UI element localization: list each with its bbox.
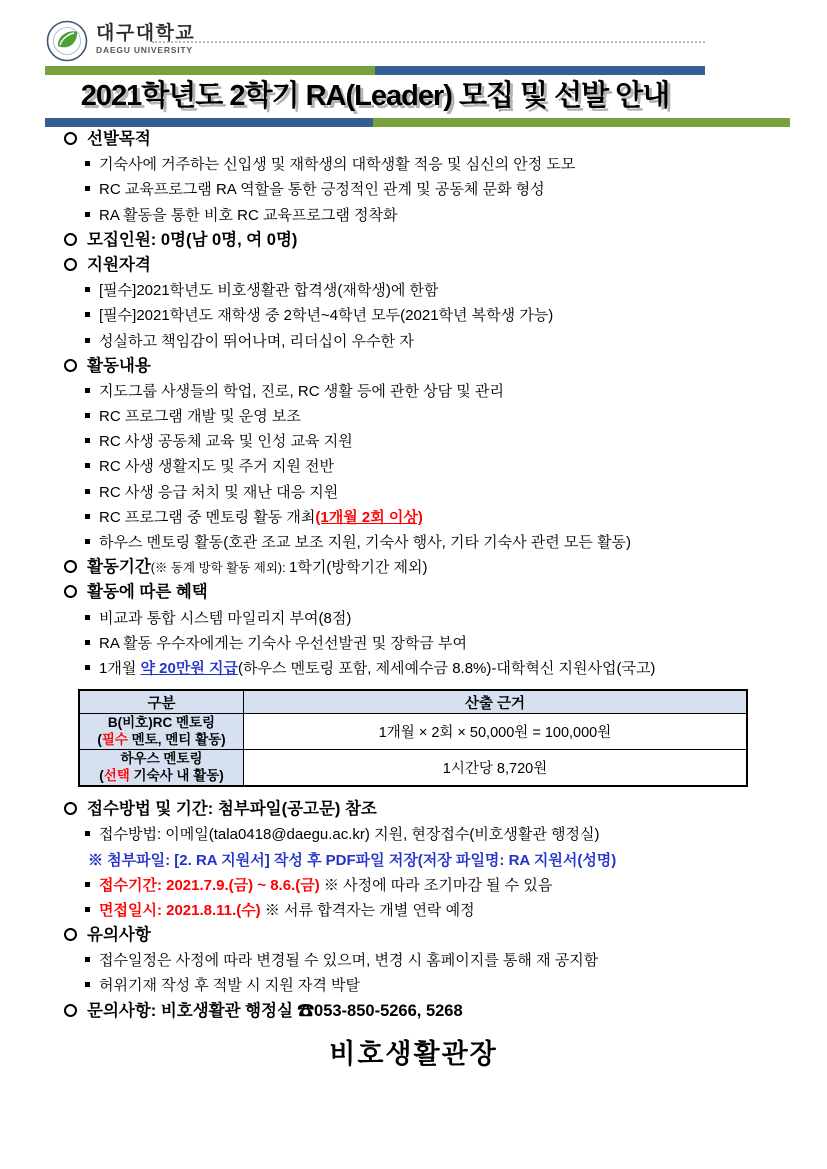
bullet-item: [필수]2021학년도 비호생활관 합격생(재학생)에 한함 [85, 278, 827, 303]
university-name: 대구대학교 [96, 23, 196, 44]
university-name-en: DAEGU UNIVERSITY [96, 45, 193, 55]
circle-bullet-icon [64, 560, 77, 573]
bullet-item: 하우스 멘토링 활동(호관 조교 보조 지원, 기숙사 행사, 기타 기숙사 관련 모든 활동) [85, 530, 827, 555]
header-bar-top [45, 66, 705, 75]
square-bullet-icon [85, 413, 90, 418]
square-bullet-icon [85, 640, 90, 645]
pay-amount-highlight: 약 20만원 지급 [140, 659, 238, 677]
bullet-item: RC 사생 생활지도 및 주거 지원 전반 [85, 454, 827, 479]
square-bullet-icon [85, 438, 90, 443]
bullet-item: RA 활동 우수자에게는 기숙사 우선선발권 및 장학금 부여 [85, 631, 827, 656]
bullet-item: RC 사생 응급 처치 및 재난 대응 지원 [85, 480, 827, 505]
bullet-item: 접수방법: 이메일(tala0418@daegu.ac.kr) 지원, 현장접수(비호생활관 행정실) [85, 822, 827, 847]
square-bullet-icon [85, 463, 90, 468]
attachment-note: ※ 첨부파일: [2. RA 지원서] 작성 후 PDF파일 저장(저장 파일명: RA 지원서(성명) [88, 851, 617, 869]
circle-bullet-icon [64, 1004, 77, 1017]
circle-bullet-icon [64, 802, 77, 815]
pay-table-value-house: 1시간당 8,720원 [244, 750, 748, 787]
bullet-item: RC 교육프로그램 RA 역할을 통한 긍정적인 관계 및 공동체 문화 형성 [85, 177, 827, 202]
bullet-item-application-period: 접수기간: 2021.7.9.(금) ~ 8.6.(금) ※ 사정에 따라 조기마감 될 수 있음 [85, 873, 827, 898]
table-row [79, 714, 747, 750]
bullet-item: RC 사생 공동체 교육 및 인성 교육 지원 [85, 429, 827, 454]
bullet-item: 기숙사에 거주하는 신입생 및 재학생의 대학생활 적응 및 심신의 안정 도모 [85, 152, 827, 177]
university-logo-icon [46, 20, 88, 62]
interview-date-highlight: 면접일시: 2021.8.11.(수) [99, 901, 261, 919]
optional-highlight: 선택 [103, 767, 130, 783]
document-body [0, 127, 827, 1024]
bullet-item: RC 프로그램 개발 및 운영 보조 [85, 404, 827, 429]
square-bullet-icon [85, 312, 90, 317]
bullet-item: 접수일정은 사정에 따라 변경될 수 있으며, 변경 시 홈페이지를 통해 재 공지함 [85, 948, 827, 973]
pay-table [78, 689, 748, 787]
square-bullet-icon [85, 489, 90, 494]
circle-bullet-icon [64, 928, 77, 941]
bullet-item: 성실하고 책임감이 뛰어나며, 리더십이 우수한 자 [85, 329, 827, 354]
square-bullet-icon [85, 831, 90, 836]
pay-table-value-rc: 1개월 × 2회 × 50,000원 = 100,000원 [244, 714, 748, 750]
square-bullet-icon [85, 338, 90, 343]
section-heading-contact: 문의사항: 비호생활관 행정실 ☎053-850-5266, 5268 [64, 999, 827, 1024]
bullet-item: 허위기재 작성 후 적발 시 지원 자격 박탈 [85, 973, 827, 998]
bullet-item-pay: 1개월 약 20만원 지급(하우스 멘토링 포함, 제세예수금 8.8%)-대학혁신 지원사업(국고) [85, 656, 827, 681]
required-highlight: 필수 [101, 731, 128, 747]
bullet-item: [필수]2021학년도 재학생 중 2학년~4학년 모두(2021학년 복학생 가능) [85, 303, 827, 328]
square-bullet-icon [85, 615, 90, 620]
bullet-item-mentoring: RC 프로그램 중 멘토링 활동 개최(1개월 2회 이상) [85, 505, 827, 530]
circle-bullet-icon [64, 258, 77, 271]
square-bullet-icon [85, 882, 90, 887]
square-bullet-icon [85, 212, 90, 217]
square-bullet-icon [85, 665, 90, 670]
section-heading-purpose: 선발목적 [64, 127, 827, 152]
square-bullet-icon [85, 161, 90, 166]
pay-table-header-row [79, 690, 747, 714]
bullet-item: RA 활동을 통한 비호 RC 교육프로그램 정착화 [85, 203, 827, 228]
square-bullet-icon [85, 539, 90, 544]
section-heading-application: 접수방법 및 기간: 첨부파일(공고문) 참조 [64, 797, 827, 822]
bullet-item: 지도그룹 사생들의 학업, 진로, RC 생활 등에 관한 상담 및 관리 [85, 379, 827, 404]
mentoring-frequency-highlight: (1개월 2회 이상) [315, 508, 423, 526]
section-heading-qualification: 지원자격 [64, 253, 827, 278]
square-bullet-icon [85, 514, 90, 519]
pay-table-label-house: 하우스 멘토링 (선택 기숙사 내 활동) [79, 750, 244, 787]
section-heading-period: 활동기간(※ 동계 방학 활동 제외): 1학기(방학기간 제외) [64, 555, 827, 580]
page-title: 2021학년도 2학기 RA(Leader) 모집 및 선발 안내 [80, 80, 670, 112]
square-bullet-icon [85, 388, 90, 393]
header-dotted-line [152, 41, 705, 43]
circle-bullet-icon [64, 233, 77, 246]
university-name-block [96, 20, 195, 55]
table-row [79, 750, 747, 787]
signature: 비호생활관장 [329, 1039, 498, 1069]
square-bullet-icon [85, 186, 90, 191]
section-heading-cautions: 유의사항 [64, 923, 827, 948]
square-bullet-icon [85, 957, 90, 962]
circle-bullet-icon [64, 359, 77, 372]
square-bullet-icon [85, 982, 90, 987]
pay-table-header-category: 구분 [79, 690, 244, 714]
pay-table-label-rc: B(비호)RC 멘토링 (필수 멘토, 멘티 활동) [79, 714, 244, 750]
circle-bullet-icon [64, 585, 77, 598]
application-period-highlight: 접수기간: 2021.7.9.(금) ~ 8.6.(금) [99, 876, 320, 894]
square-bullet-icon [85, 907, 90, 912]
bullet-item: 비교과 통합 시스템 마일리지 부여(8점) [85, 606, 827, 631]
pay-table-header-basis: 산출 근거 [244, 690, 748, 714]
circle-bullet-icon [64, 132, 77, 145]
section-heading-activities: 활동내용 [64, 354, 827, 379]
square-bullet-icon [85, 287, 90, 292]
header-bar-bottom [45, 118, 790, 127]
section-heading-benefits: 활동에 따른 혜택 [64, 580, 827, 605]
bullet-item-interview-date: 면접일시: 2021.8.11.(수) ※ 서류 합격자는 개별 연락 예정 [85, 898, 827, 923]
section-heading-recruit-count: 모집인원: 0명(남 0명, 여 0명) [64, 228, 827, 253]
